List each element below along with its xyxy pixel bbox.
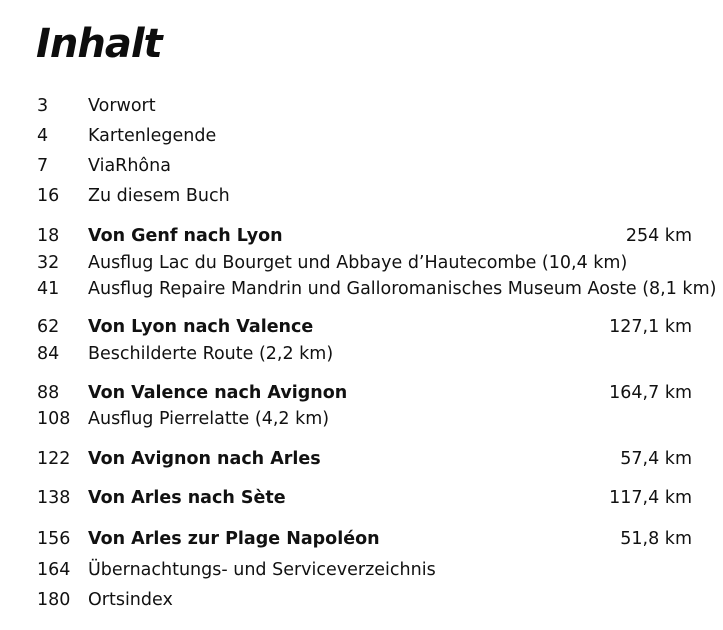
toc-route-distance: 51,8 km [620, 529, 692, 549]
toc-route-distance: 254 km [625, 226, 692, 246]
toc-entry-title: ViaRhôna [88, 156, 171, 176]
toc-route-entry[interactable] [0, 444, 723, 474]
toc-page-number: 3 [37, 96, 49, 116]
toc-entry-title: Ausflug Repaire Mandrin und Galloromanisches Museum Aoste (8,1 km) [88, 279, 717, 299]
toc-entry-title: Kartenlegende [88, 126, 217, 146]
toc-entry[interactable] [0, 404, 723, 434]
toc-route-entry[interactable] [0, 483, 723, 513]
toc-page-number: 180 [37, 590, 71, 610]
toc-page-number: 122 [37, 449, 71, 469]
toc-page-number: 4 [37, 126, 49, 146]
toc-page-number: 156 [37, 529, 71, 549]
toc-entry-title: Ausflug Pierrelatte (4,2 km) [88, 409, 330, 429]
toc-page-number: 164 [37, 560, 71, 580]
toc-page-number: 16 [37, 186, 60, 206]
toc-route-title: Von Lyon nach Valence [88, 317, 314, 337]
toc-entry[interactable] [0, 151, 723, 181]
toc-entry[interactable] [0, 121, 723, 151]
toc-route-title: Von Arles nach Sète [88, 488, 286, 508]
toc-page-number: 108 [37, 409, 71, 429]
toc-route-title: Von Avignon nach Arles [88, 449, 321, 469]
toc-route-entry[interactable] [0, 524, 723, 554]
toc-route-distance: 117,4 km [609, 488, 692, 508]
toc-page-number: 84 [37, 344, 60, 364]
toc-route-distance: 57,4 km [620, 449, 692, 469]
toc-page-number: 41 [37, 279, 60, 299]
toc-entry[interactable] [0, 274, 723, 304]
page-title: Inhalt [36, 21, 162, 67]
toc-route-title: Von Arles zur Plage Napoléon [88, 529, 380, 549]
toc-route-entry[interactable] [0, 221, 723, 251]
toc-route-title: Von Valence nach Avignon [88, 383, 348, 403]
toc-entry-title: Vorwort [88, 96, 156, 116]
toc-page-number: 18 [37, 226, 60, 246]
toc-entry[interactable] [0, 181, 723, 211]
toc-entry-title: Beschilderte Route (2,2 km) [88, 344, 334, 364]
toc-page-number: 7 [37, 156, 49, 176]
toc-route-title: Von Genf nach Lyon [88, 226, 283, 246]
toc-entry-title: Ausflug Lac du Bourget und Abbaye d’Hautecombe (10,4 km) [88, 253, 628, 273]
toc-entry-title: Übernachtungs- und Serviceverzeichnis [88, 560, 436, 580]
toc-route-distance: 164,7 km [609, 383, 692, 403]
toc-entry-title: Zu diesem Buch [88, 186, 230, 206]
toc-entry-title: Ortsindex [88, 590, 173, 610]
toc-entry[interactable] [0, 91, 723, 121]
toc-page-number: 32 [37, 253, 60, 273]
toc-entry[interactable] [0, 585, 723, 615]
toc-page-number: 88 [37, 383, 60, 403]
toc-entry[interactable] [0, 555, 723, 585]
toc-page-number: 138 [37, 488, 71, 508]
toc-entry[interactable] [0, 339, 723, 369]
toc-route-entry[interactable] [0, 312, 723, 342]
toc-page-number: 62 [37, 317, 60, 337]
toc-route-distance: 127,1 km [609, 317, 692, 337]
